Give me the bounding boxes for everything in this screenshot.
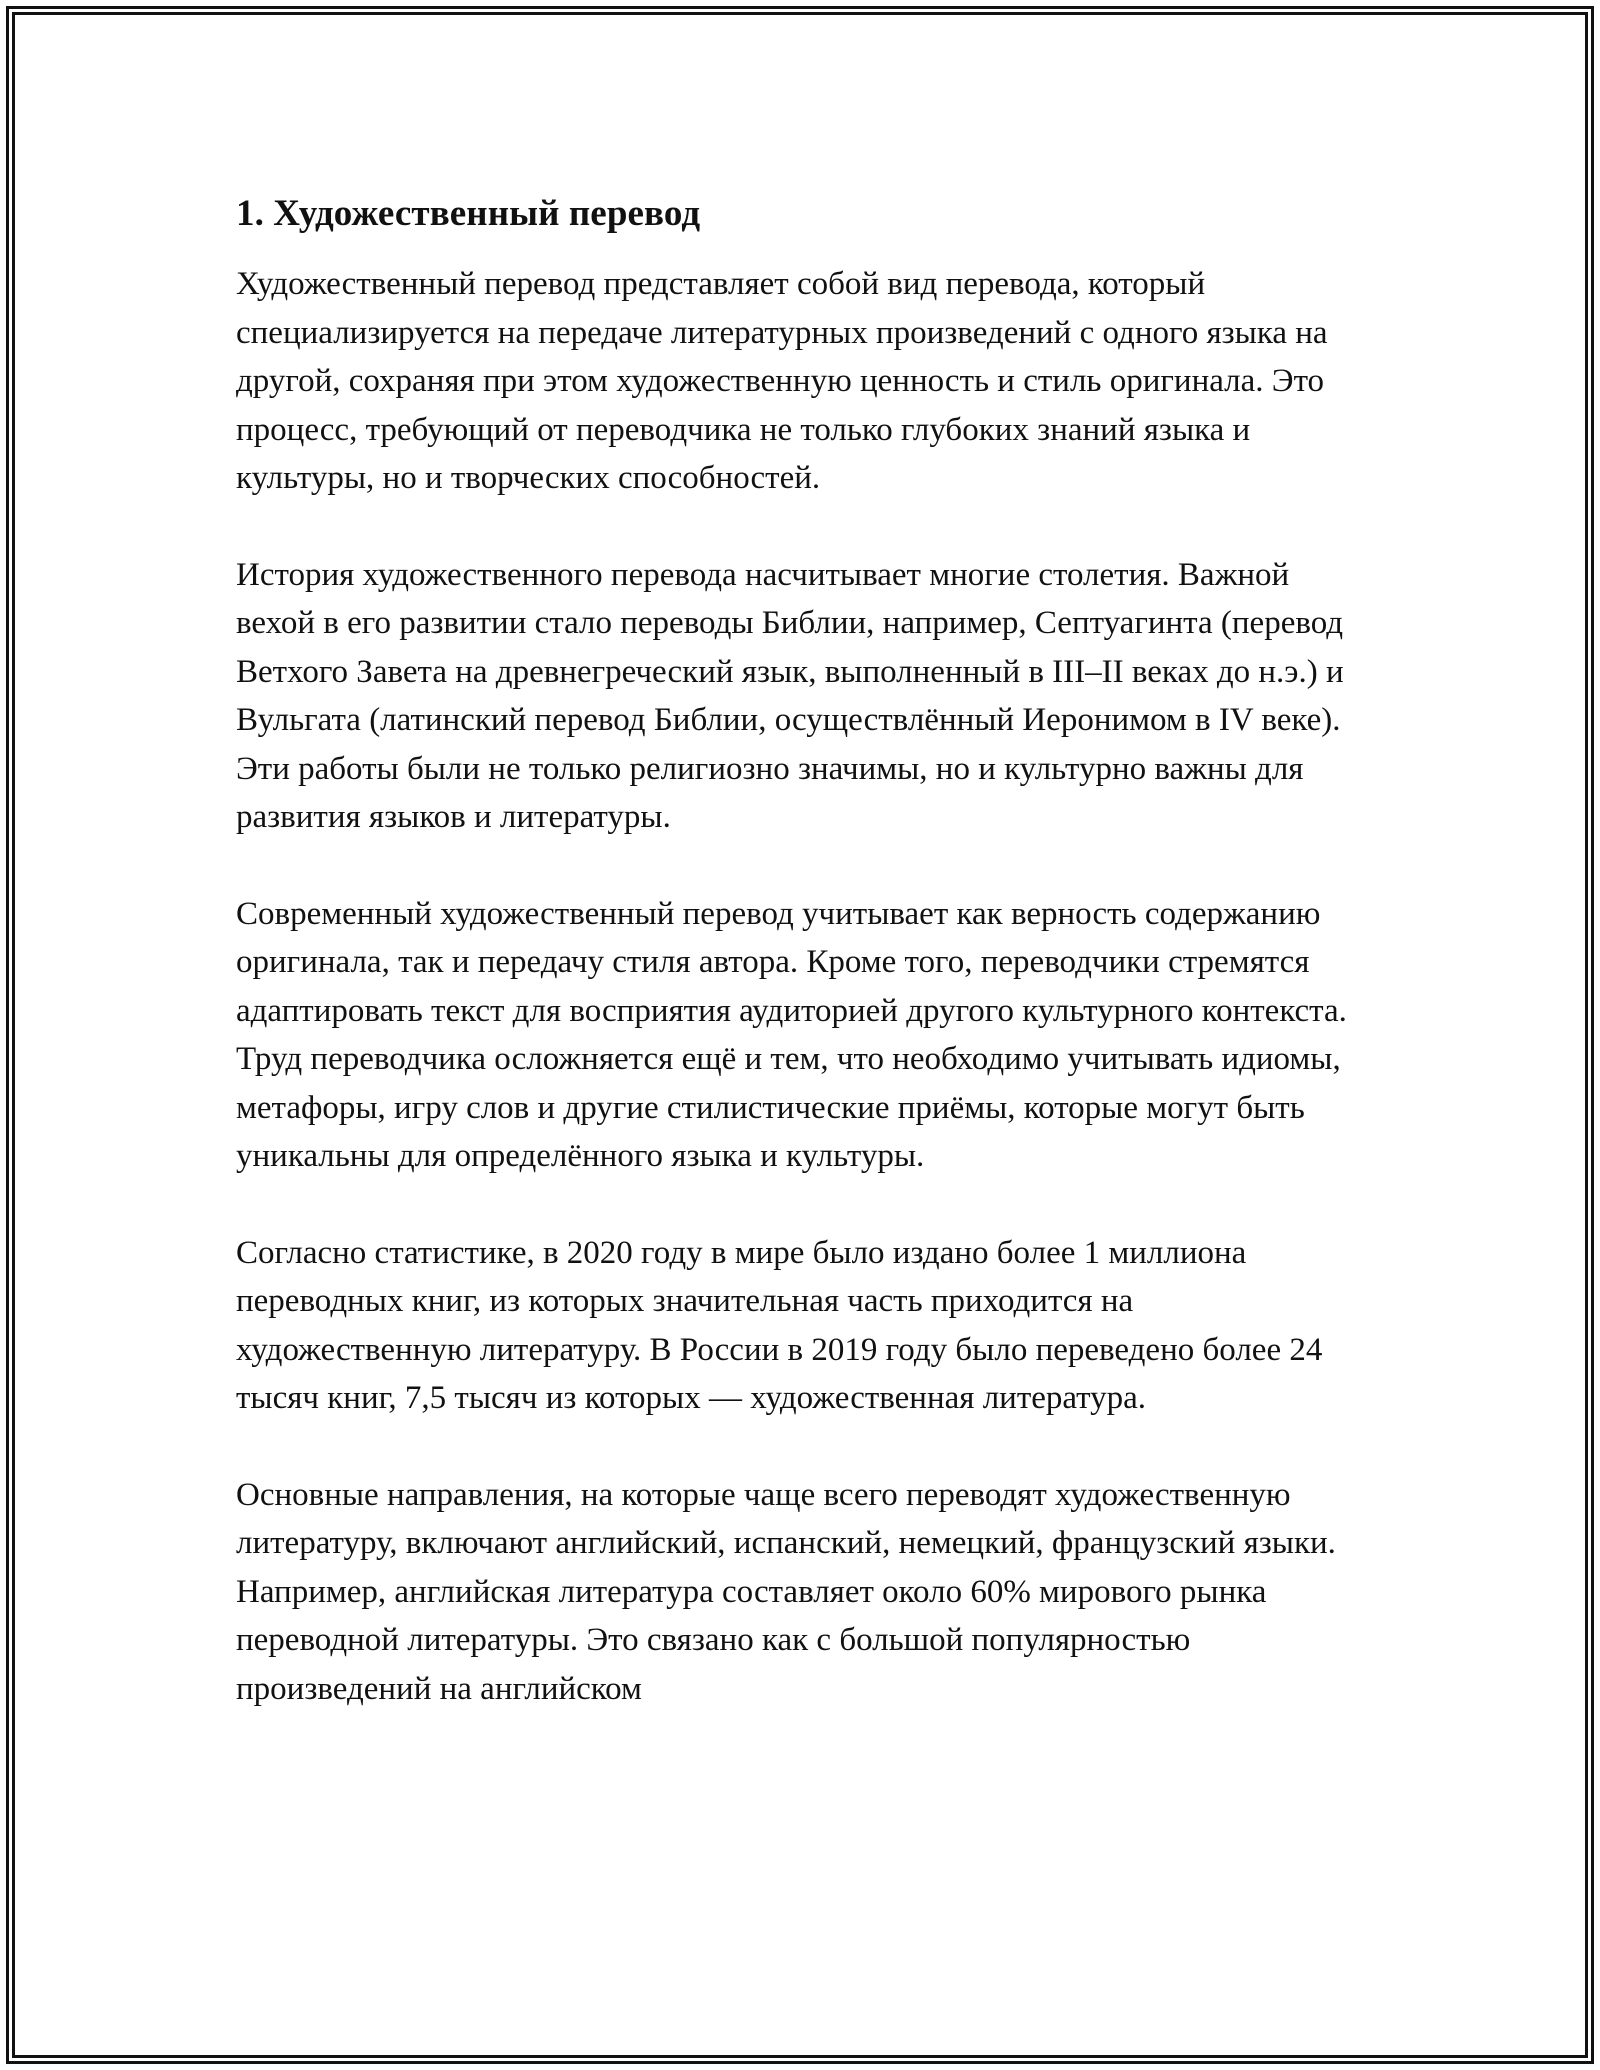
paragraph-modern-translation: Современный художественный перевод учитывает как верность содержанию оригинала, так и передачу стиля автора. Кроме того, переводчики стремятся адаптировать текст для восприятия аудиторией другого культурного контекста. Труд переводчика осложняется ещё и тем, что необходимо учитывать идиомы, метафоры, игру слов и другие стилистические приёмы, которые могут быть уникальны для определённого языка и культуры. xyxy=(236,895,1347,1174)
paragraph-definition: Художественный перевод представляет собой вид перевода, который специализируется на передаче литературных произведений с одного языка на другой, сохраняя при этом художественную ценность и стиль оригинала. Это процесс, требующий от переводчика не только глубоких знаний языка и культуры, но и творческих способностей. xyxy=(236,266,1328,496)
paragraph-statistics: Согласно статистике, в 2020 году в мире было издано более 1 миллиона переводных книг, из которых значительная часть приходится на художественную литературу. В России в 2019 году было переведено более 24 тысяч книг, 7,5 тысяч из которых — художественная литература. xyxy=(236,1234,1323,1416)
section-heading: 1. Художественный перевод xyxy=(236,193,701,234)
paragraph-history: История художественного перевода насчитывает многие столетия. Важной вехой в его развитии стало переводы Библии, например, Септуагинта (перевод Ветхого Завета на древнегреческий язык, выполненный в III–II веках до н.э.) и Вульгата (латинский перевод Библии, осуществлённый Иеронимом в IV веке). Эти работы были не только религиозно значимы, но и культурно важны для развития языков и литературы. xyxy=(236,556,1344,835)
document-body xyxy=(236,190,1376,1713)
paragraph-directions: Основные направления, на которые чаще всего переводят художественную литературу, включают английский, испанский, немецкий, французский языки. Например, английская литература составляет около 60% мирового рынка переводной литературы. Это связано как с большой популярностью произведений на английском xyxy=(236,1476,1336,1707)
